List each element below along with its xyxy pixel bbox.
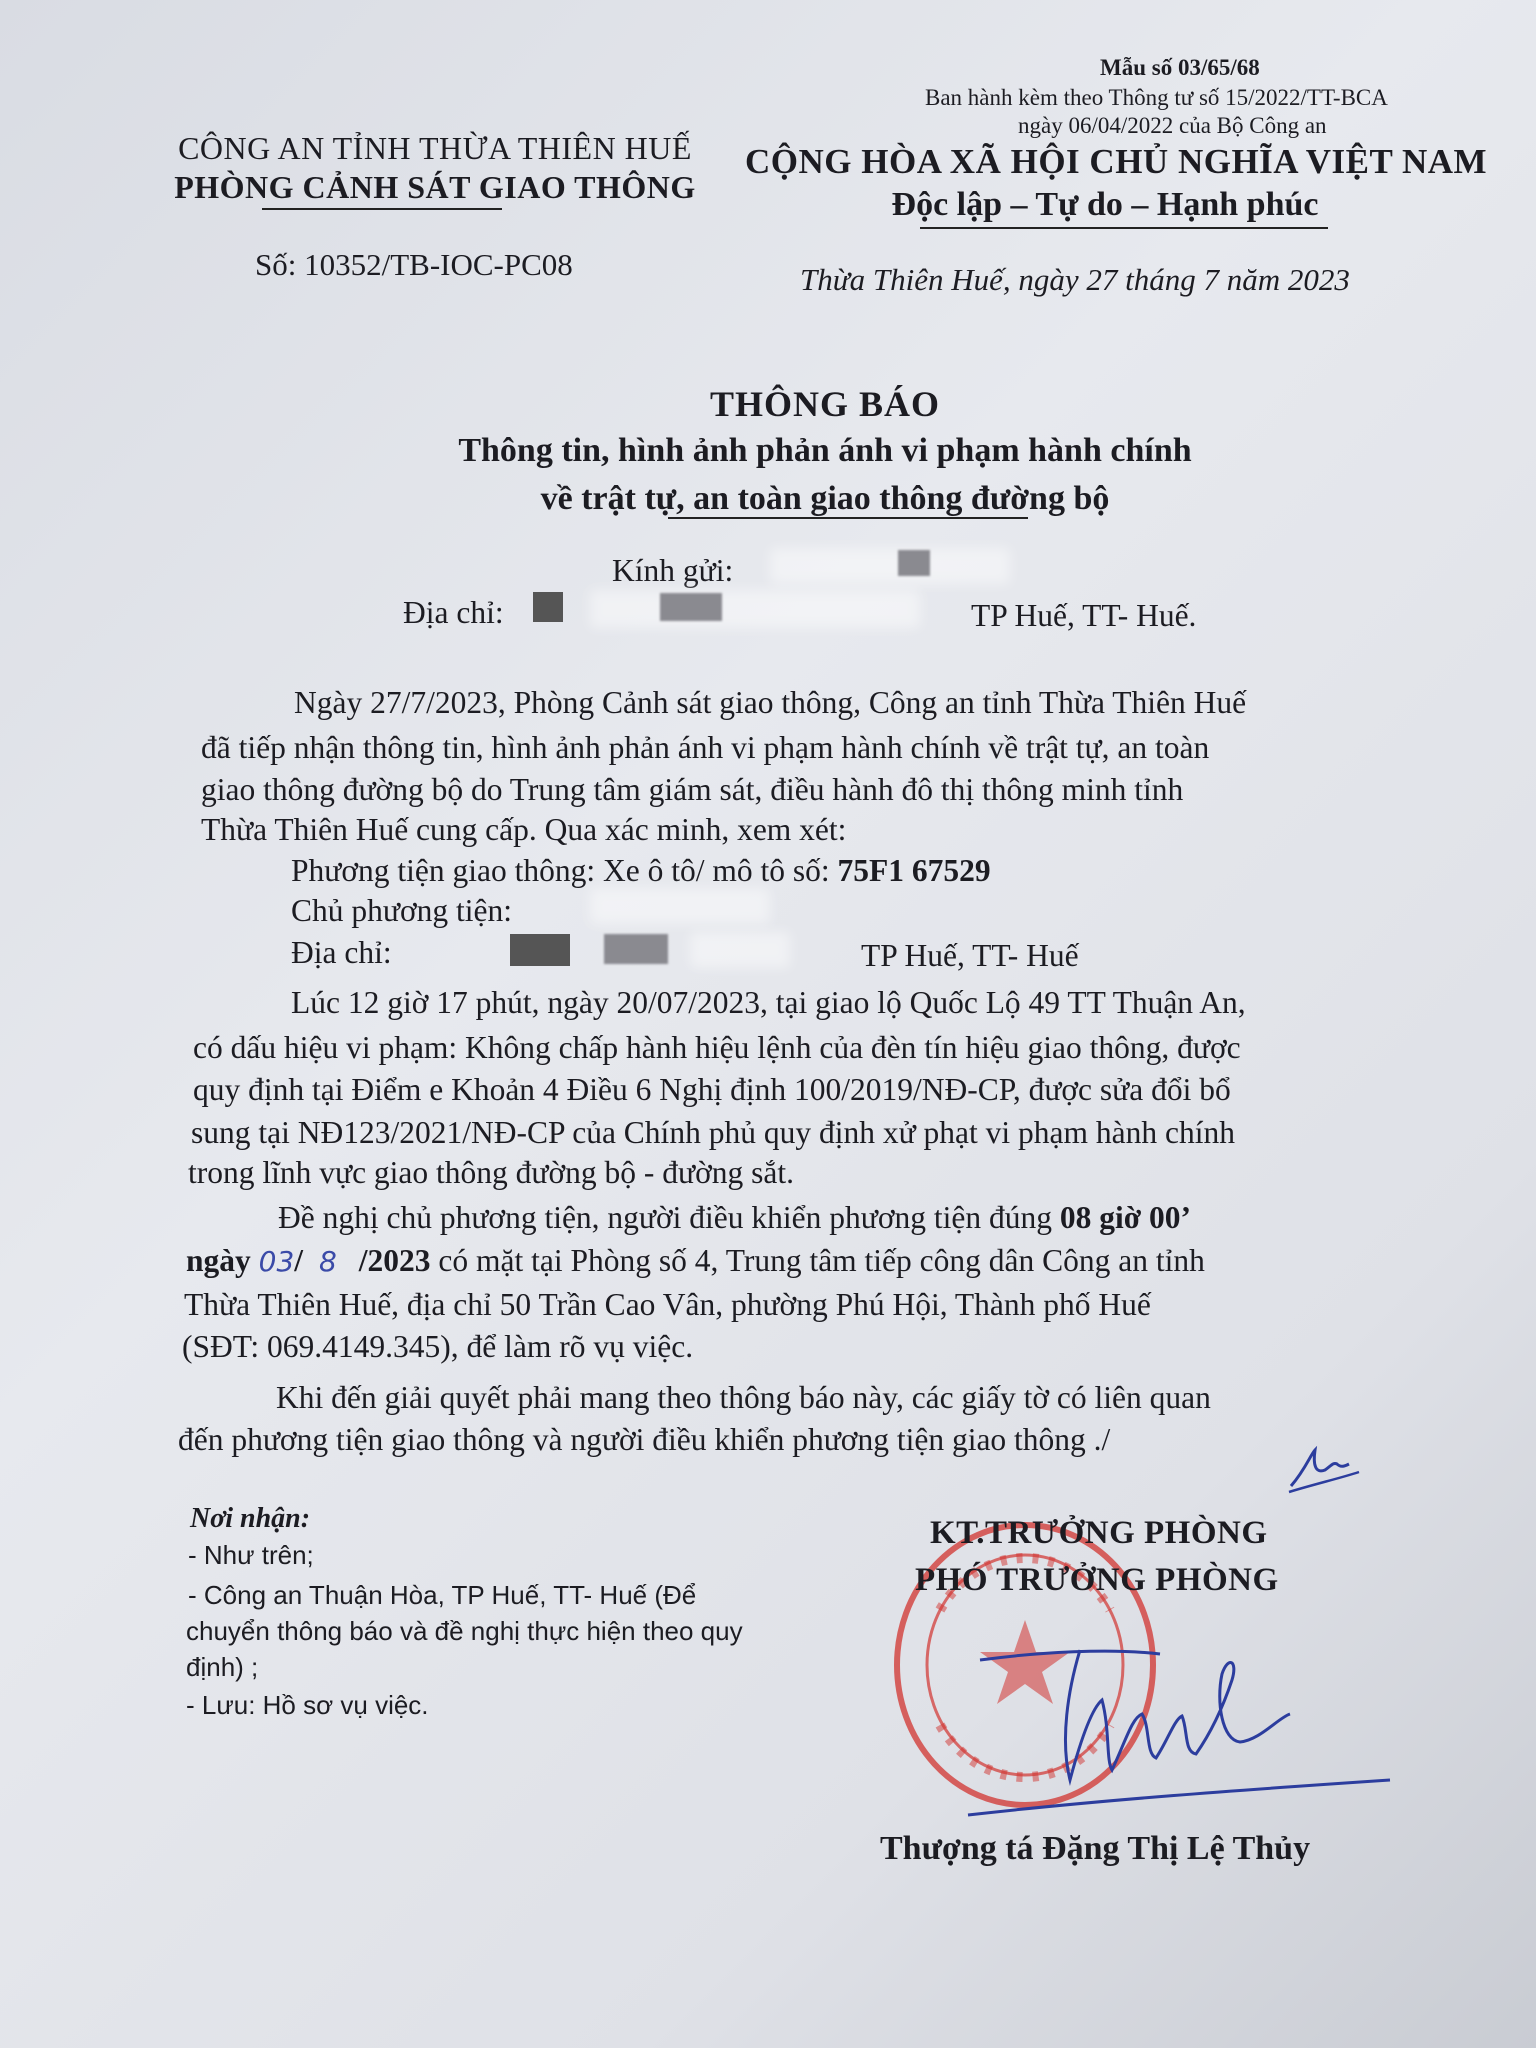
addressee-address-label: Địa chỉ: [403, 595, 504, 630]
motto-underline [920, 227, 1328, 229]
signature-title-2: PHÓ TRƯỞNG PHÒNG [915, 1562, 1279, 1598]
org-line-2: PHÒNG CẢNH SÁT GIAO THÔNG [174, 169, 696, 205]
title-underline [668, 517, 1028, 519]
recipients-title: Nơi nhận: [190, 1503, 311, 1534]
redaction-block [660, 593, 722, 621]
date-slash: / [294, 1243, 304, 1278]
signer-name: Thượng tá Đặng Thị Lệ Thủy [880, 1830, 1311, 1867]
paragraph-4-line-2: đến phương tiện giao thông và người điều khiển phương tiện giao thông ./ [178, 1422, 1111, 1457]
vehicle-line [291, 853, 991, 889]
initial-mark [1285, 1440, 1365, 1500]
redaction-block [898, 550, 930, 576]
paragraph-3-line-1 [278, 1200, 1191, 1236]
paragraph-3-line-4: (SĐT: 069.4149.345), để làm rõ vụ việc. [182, 1329, 694, 1364]
paragraph-1-line-2: đã tiếp nhận thông tin, hình ảnh phản ánh vi phạm hành chính về trật tự, an toàn [201, 730, 1210, 765]
handwritten-month: 8 [318, 1245, 337, 1278]
appointment-location: có mặt tại Phòng số 4, Trung tâm tiếp công dân Công an tỉnh [438, 1243, 1205, 1278]
owner-label: Chủ phương tiện: [291, 893, 512, 928]
paragraph-2-line-5: trong lĩnh vực giao thông đường bộ - đường sắt. [188, 1155, 794, 1190]
form-issued-line-1: Ban hành kèm theo Thông tư số 15/2022/TT-BCA [925, 85, 1388, 110]
recipient-item: - Lưu: Hồ sơ vụ việc. [186, 1690, 429, 1720]
recipient-item: - Như trên; [188, 1540, 314, 1570]
org-underline [262, 208, 502, 210]
document-title-block [250, 383, 1400, 521]
appointment-time: 08 giờ 00’ [1059, 1200, 1192, 1235]
document-subtitle-1: Thông tin, hình ảnh phản ánh vi phạm hành chính [458, 432, 1192, 469]
redacted-address-blur [590, 590, 920, 628]
recipient-item: định) ; [186, 1652, 259, 1682]
nation-motto: Độc lập – Tự do – Hạnh phúc [891, 186, 1319, 223]
document-subtitle-2: về trật tự, an toàn giao thông đường bộ [540, 480, 1110, 517]
document-title: THÔNG BÁO [709, 384, 941, 424]
redaction-block [510, 934, 570, 966]
form-number: Mẫu số 03/65/68 [1100, 55, 1260, 80]
paragraph-1-line-4: Thừa Thiên Huế cung cấp. Qua xác minh, xem xét: [201, 812, 847, 847]
redacted-owner-blur [590, 888, 770, 924]
vehicle-label: Phương tiện giao thông: Xe ô tô/ mô tô số: [291, 853, 830, 888]
paragraph-1-line-3: giao thông đường bộ do Trung tâm giám sát, điều hành đô thị thông minh tỉnh [201, 772, 1184, 807]
paragraph-2-line-2: có dấu hiệu vi phạm: Không chấp hành hiệu lệnh của đèn tín hiệu giao thông, được [193, 1030, 1241, 1065]
nation-line-1: CỘNG HÒA XÃ HỘI CHỦ NGHĨA VIỆT NAM [745, 142, 1488, 181]
appointment-day-label: ngày [186, 1243, 251, 1278]
appointment-year: /2023 [358, 1243, 431, 1278]
paragraph-2-line-1: Lúc 12 giờ 17 phút, ngày 20/07/2023, tại giao lộ Quốc Lộ 49 TT Thuận An, [291, 985, 1246, 1020]
issuing-organization [155, 130, 715, 206]
redaction-block [604, 934, 668, 964]
paragraph-2-line-3: quy định tại Điểm e Khoản 4 Điều 6 Nghị định 100/2019/NĐ-CP, được sửa đổi bổ [193, 1072, 1231, 1107]
owner-address-label: Địa chỉ: [291, 935, 392, 970]
document-number: Số: 10352/TB-IOC-PC08 [255, 247, 573, 282]
form-issued-line-2: ngày 06/04/2022 của Bộ Công an [1018, 113, 1327, 138]
national-header [745, 142, 1488, 224]
redaction-block [533, 592, 563, 622]
request-text: Đề nghị chủ phương tiện, người điều khiển phương tiện đúng [278, 1200, 1052, 1235]
paragraph-2-line-4: sung tại NĐ123/2021/NĐ-CP của Chính phủ quy định xử phạt vi phạm hành chính [191, 1115, 1235, 1150]
addressee-city: TP Huế, TT- Huế. [971, 598, 1197, 633]
handwritten-signature [960, 1630, 1400, 1830]
org-line-1: CÔNG AN TỈNH THỪA THIÊN HUẾ [178, 130, 692, 166]
addressee-label: Kính gửi: [612, 553, 734, 588]
owner-address-city: TP Huế, TT- Huế [861, 938, 1079, 973]
paragraph-4-line-1: Khi đến giải quyết phải mang theo thông báo này, các giấy tờ có liên quan [276, 1380, 1211, 1415]
redacted-name-blur [770, 548, 1010, 584]
signature-title-1: KT.TRƯỞNG PHÒNG [930, 1515, 1268, 1551]
paragraph-1-line-1: Ngày 27/7/2023, Phòng Cảnh sát giao thông, Công an tỉnh Thừa Thiên Huế [294, 685, 1247, 720]
paragraph-3-line-3: Thừa Thiên Huế, địa chỉ 50 Trần Cao Vân, phường Phú Hội, Thành phố Huế [184, 1287, 1151, 1322]
handwritten-day: 03 [258, 1245, 295, 1278]
redacted-address-blur [690, 932, 790, 968]
recipient-item: - Công an Thuận Hòa, TP Huế, TT- Huế (Để [188, 1580, 697, 1610]
vehicle-plate: 75F1 67529 [837, 853, 991, 888]
recipient-item: chuyển thông báo và đề nghị thực hiện theo quy [186, 1616, 743, 1646]
paragraph-3-line-2 [186, 1243, 1205, 1279]
place-date: Thừa Thiên Huế, ngày 27 tháng 7 năm 2023 [800, 262, 1350, 297]
